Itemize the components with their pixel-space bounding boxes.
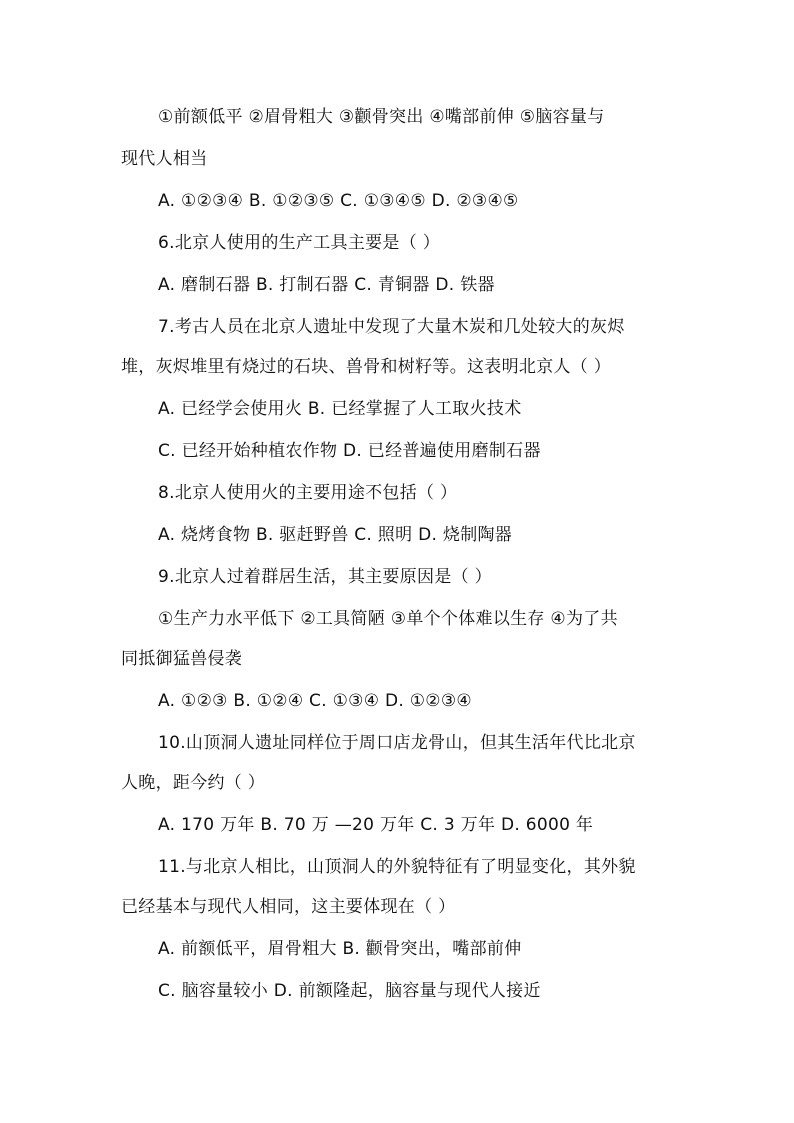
q10-question-line-2: 人晚，距今约（ ）	[121, 773, 266, 793]
q5-options-text-line-1: ①前额低平 ②眉骨粗大 ③颧骨突出 ④嘴部前伸 ⑤脑容量与	[158, 107, 605, 127]
q9-question: 9.北京人过着群居生活，其主要原因是（ ）	[158, 567, 492, 587]
q8-answer-choices: A. 烧烤食物 B. 驱赶野兽 C. 照明 D. 烧制陶器	[158, 525, 513, 545]
q9-options-text-line-1: ①生产力水平低下 ②工具简陋 ③单个个体难以生存 ④为了共	[158, 609, 618, 629]
q8-question: 8.北京人使用火的主要用途不包括（ ）	[158, 483, 458, 503]
q7-question-line-2: 堆，灰烬堆里有烧过的石块、兽骨和树籽等。这表明北京人（ ）	[121, 357, 612, 377]
q7-answer-choices-cd: C. 已经开始种植农作物 D. 已经普遍使用磨制石器	[158, 441, 541, 461]
q7-question-line-1: 7.考古人员在北京人遗址中发现了大量木炭和几处较大的灰烬	[158, 317, 625, 337]
q11-question-line-1: 11.与北京人相比，山顶洞人的外貌特征有了明显变化，其外貌	[158, 857, 636, 877]
q6-answer-choices: A. 磨制石器 B. 打制石器 C. 青铜器 D. 铁器	[158, 275, 495, 295]
q7-answer-choices-ab: A. 已经学会使用火 B. 已经掌握了人工取火技术	[158, 399, 522, 419]
q9-answer-choices: A. ①②③ B. ①②④ C. ①③④ D. ①②③④	[158, 691, 472, 711]
q10-answer-choices: A. 170 万年 B. 70 万 —20 万年 C. 3 万年 D. 6000 年	[158, 815, 594, 835]
q5-options-text-line-2: 现代人相当	[121, 149, 208, 169]
q5-answer-choices: A. ①②③④ B. ①②③⑤ C. ①③④⑤ D. ②③④⑤	[158, 191, 519, 211]
q11-question-line-2: 已经基本与现代人相同，这主要体现在（ ）	[121, 897, 456, 917]
q10-question-line-1: 10.山顶洞人遗址同样位于周口店龙骨山，但其生活年代比北京	[158, 733, 636, 753]
q6-question: 6.北京人使用的生产工具主要是（ ）	[158, 233, 441, 253]
q11-answer-choices-ab: A. 前额低平，眉骨粗大 B. 颧骨突出，嘴部前伸	[158, 939, 522, 959]
q11-answer-choices-cd: C. 脑容量较小 D. 前额隆起，脑容量与现代人接近	[158, 981, 541, 1001]
q9-options-text-line-2: 同抵御猛兽侵袭	[121, 649, 243, 669]
